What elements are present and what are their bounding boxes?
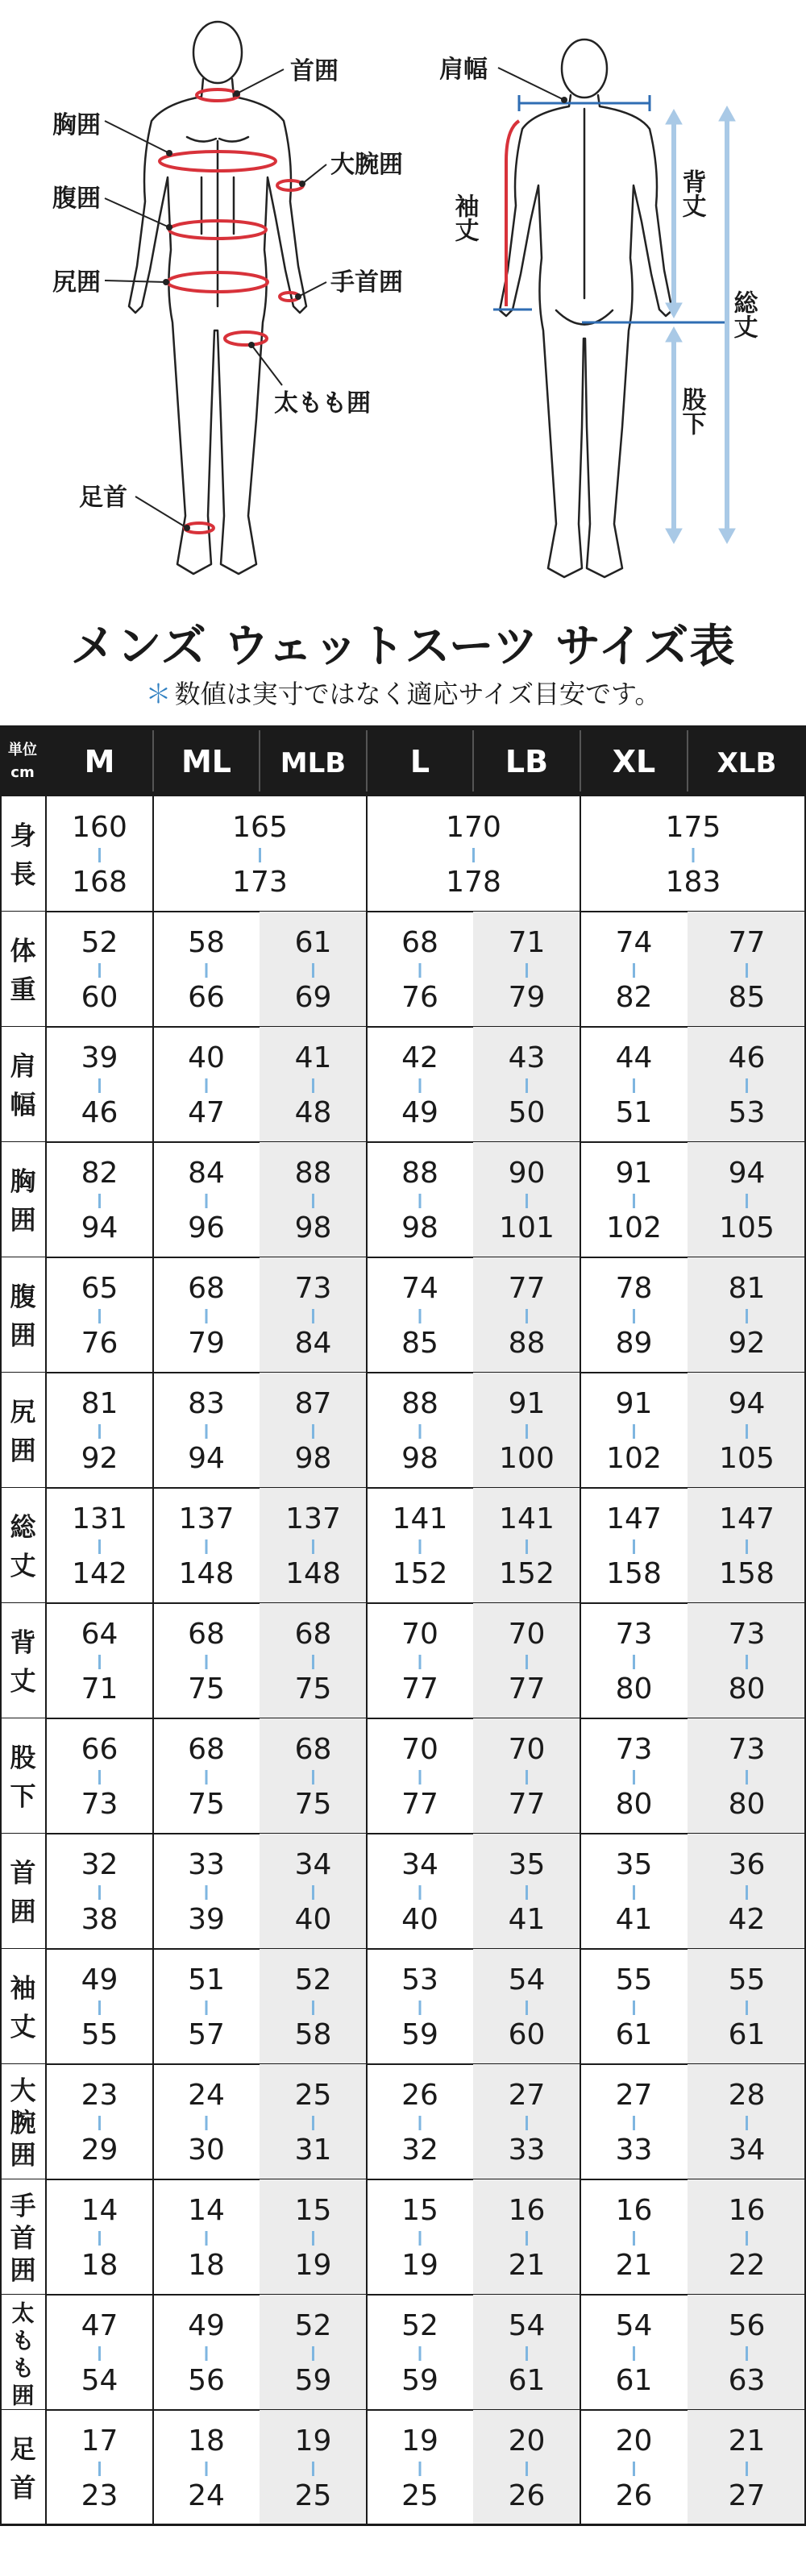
cell-value-high: 102 <box>606 1211 662 1244</box>
cell-value-high: 39 <box>188 1903 225 1936</box>
cell-value-high: 49 <box>401 1096 438 1129</box>
cell-value-high: 56 <box>188 2364 225 2397</box>
cell-value-low: 47 <box>81 2309 118 2342</box>
cell-value-high: 76 <box>81 1327 118 1360</box>
cell-value-high: 77 <box>401 1788 438 1821</box>
cell-value-low: 94 <box>728 1157 766 1190</box>
cell-value-low: 18 <box>188 2424 225 2458</box>
cell-value-high: 21 <box>508 2249 546 2282</box>
row-label-char: 腕 <box>10 2107 36 2138</box>
cell-value-low: 41 <box>294 1041 332 1074</box>
cell-value-high: 40 <box>401 1903 438 1936</box>
cell-value-low: 87 <box>294 1387 332 1420</box>
size-header-lb: LB <box>505 744 549 779</box>
cell-value-low: 82 <box>81 1157 118 1190</box>
row-label-cell <box>0 1373 46 1488</box>
cell-value-high: 75 <box>188 1672 225 1706</box>
cell-value-low: 52 <box>294 1963 332 1996</box>
cell-value-high: 21 <box>615 2249 653 2282</box>
height-value-high: 168 <box>72 866 127 899</box>
row-label-cell <box>0 1488 46 1603</box>
cell-value-low: 73 <box>615 1733 653 1766</box>
cell-value-low: 34 <box>294 1848 332 1881</box>
cell-value-low: 90 <box>508 1157 546 1190</box>
cell-value-low: 71 <box>508 926 546 959</box>
cell-value-high: 80 <box>728 1788 766 1821</box>
row-label-cell <box>0 1834 46 1949</box>
cell-value-high: 66 <box>188 981 225 1014</box>
row-label-char: 首 <box>10 2222 36 2254</box>
cell-value-high: 32 <box>401 2134 438 2167</box>
cell-value-high: 53 <box>728 1096 766 1129</box>
row-label-char: 重 <box>10 974 36 1005</box>
height-value-high: 183 <box>665 866 721 899</box>
cell-value-low: 28 <box>728 2079 766 2112</box>
cell-value-low: 147 <box>719 1502 775 1535</box>
cell-value-low: 73 <box>728 1618 766 1651</box>
cell-value-high: 85 <box>401 1327 438 1360</box>
height-value-high: 173 <box>232 866 288 899</box>
row-label-char: 背 <box>10 1627 36 1658</box>
cell-value-low: 61 <box>294 926 332 959</box>
cell-value-low: 16 <box>615 2194 653 2227</box>
cell-value-low: 84 <box>188 1157 225 1190</box>
cell-value-low: 20 <box>615 2424 653 2458</box>
cell-value-high: 34 <box>728 2134 766 2167</box>
cell-value-high: 47 <box>188 1096 225 1129</box>
cell-value-high: 105 <box>719 1211 775 1244</box>
cell-value-high: 77 <box>401 1672 438 1706</box>
row-label-char: 胸 <box>10 1165 36 1197</box>
cell-value-high: 26 <box>615 2479 653 2512</box>
cell-value-high: 102 <box>606 1442 662 1475</box>
size-note <box>0 674 806 711</box>
cell-value-high: 38 <box>81 1903 118 1936</box>
cell-value-low: 88 <box>401 1387 438 1420</box>
cell-value-high: 105 <box>719 1442 775 1475</box>
cell-value-high: 61 <box>615 2018 653 2051</box>
size-table <box>0 725 806 2576</box>
cell-value-low: 27 <box>615 2079 653 2112</box>
cell-value-low: 54 <box>615 2309 653 2342</box>
cell-value-low: 68 <box>294 1618 332 1651</box>
unit-label: 単位 <box>8 742 37 758</box>
cell-value-low: 16 <box>728 2194 766 2227</box>
label-back-length: 背丈 <box>677 169 706 218</box>
cell-value-high: 23 <box>81 2479 118 2512</box>
row-label-char: も <box>11 2327 35 2354</box>
row-label-cell <box>0 1603 46 1718</box>
cell-value-high: 76 <box>401 981 438 1014</box>
row-label-cell <box>0 1949 46 2064</box>
row-label-char: 太 <box>11 2300 35 2327</box>
cell-value-high: 25 <box>401 2479 438 2512</box>
cell-value-high: 158 <box>719 1557 775 1590</box>
row-label-char: 丈 <box>10 1550 36 1581</box>
cell-value-high: 27 <box>728 2479 766 2512</box>
row-label-cell <box>0 1257 46 1373</box>
size-header-xl: XL <box>612 744 656 779</box>
height-value-low: 175 <box>665 811 721 844</box>
label-ankle: 足首 <box>79 484 127 512</box>
size-header-mlb: MLB <box>280 747 347 779</box>
label-total-length: 総丈 <box>729 290 758 339</box>
cell-value-high: 82 <box>615 981 653 1014</box>
cell-value-high: 98 <box>401 1211 438 1244</box>
row-label-char: 袖 <box>10 1972 36 2004</box>
cell-value-low: 88 <box>294 1157 332 1190</box>
cell-value-low: 42 <box>401 1041 438 1074</box>
label-belly: 腹囲 <box>52 185 101 213</box>
cell-value-high: 80 <box>615 1788 653 1821</box>
label-sleeve: 袖丈 <box>450 193 479 242</box>
cell-value-high: 88 <box>508 1327 546 1360</box>
cell-value-high: 75 <box>294 1672 332 1706</box>
cell-value-low: 44 <box>615 1041 653 1074</box>
row-label-char: 手 <box>10 2190 36 2221</box>
height-value-low: 165 <box>232 811 288 844</box>
row-label-char: 囲 <box>10 1204 36 1236</box>
row-label-char: 首 <box>10 1857 36 1888</box>
table-header-bg <box>0 725 806 796</box>
cell-value-low: 88 <box>401 1157 438 1190</box>
cell-value-high: 89 <box>615 1327 653 1360</box>
row-label-char: 囲 <box>10 1896 36 1927</box>
row-label-char: 囲 <box>10 1435 36 1466</box>
cell-value-low: 78 <box>615 1272 653 1305</box>
note-text: 数値は実寸ではなく適応サイズ目安です。 <box>174 679 661 709</box>
row-label-char: 尻 <box>10 1396 36 1427</box>
cell-value-high: 98 <box>294 1211 332 1244</box>
cell-value-high: 25 <box>294 2479 332 2512</box>
cell-value-high: 94 <box>188 1442 225 1475</box>
cell-value-low: 40 <box>188 1041 225 1074</box>
cell-value-high: 85 <box>728 981 766 1014</box>
cell-value-low: 77 <box>728 926 766 959</box>
label-neck: 首囲 <box>290 57 339 85</box>
cell-value-low: 52 <box>294 2309 332 2342</box>
row-label-cell <box>0 796 46 912</box>
unit-cm: cm <box>10 764 35 781</box>
measurement-diagram <box>0 0 806 596</box>
cell-value-low: 16 <box>508 2194 546 2227</box>
size-header-ml: ML <box>181 744 232 779</box>
cell-value-low: 54 <box>508 2309 546 2342</box>
row-label-cell <box>0 2410 46 2525</box>
cell-value-low: 68 <box>188 1272 225 1305</box>
cell-value-low: 56 <box>728 2309 766 2342</box>
cell-value-low: 68 <box>188 1733 225 1766</box>
cell-value-low: 46 <box>728 1041 766 1074</box>
cell-value-high: 41 <box>508 1903 546 1936</box>
cell-value-high: 63 <box>728 2364 766 2397</box>
row-label-char: 囲 <box>10 2139 36 2171</box>
row-label-char: 股 <box>10 1742 36 1773</box>
cell-value-high: 54 <box>81 2364 118 2397</box>
cell-value-high: 152 <box>392 1557 448 1590</box>
size-header-m: M <box>84 744 115 779</box>
cell-value-high: 77 <box>508 1788 546 1821</box>
cell-value-high: 42 <box>728 1903 766 1936</box>
cell-value-high: 101 <box>499 1211 555 1244</box>
height-value-high: 178 <box>446 866 501 899</box>
cell-value-high: 75 <box>188 1788 225 1821</box>
size-header-l: L <box>409 744 430 779</box>
cell-value-high: 92 <box>81 1442 118 1475</box>
cell-value-high: 84 <box>294 1327 332 1360</box>
cell-value-high: 33 <box>508 2134 546 2167</box>
cell-value-low: 137 <box>178 1502 235 1535</box>
cell-value-low: 65 <box>81 1272 118 1305</box>
cell-value-low: 52 <box>401 2309 438 2342</box>
cell-value-high: 29 <box>81 2134 118 2167</box>
height-value-low: 160 <box>72 811 127 844</box>
cell-value-high: 61 <box>508 2364 546 2397</box>
cell-value-low: 70 <box>508 1733 546 1766</box>
cell-value-low: 20 <box>508 2424 546 2458</box>
row-label-char: 腹 <box>10 1281 36 1312</box>
row-label-char: 肩 <box>10 1050 36 1082</box>
cell-value-low: 21 <box>728 2424 766 2458</box>
cell-value-high: 30 <box>188 2134 225 2167</box>
cell-value-low: 14 <box>188 2194 225 2227</box>
cell-value-high: 50 <box>508 1096 546 1129</box>
cell-value-high: 152 <box>499 1557 555 1590</box>
cell-value-high: 24 <box>188 2479 225 2512</box>
cell-value-high: 41 <box>615 1903 653 1936</box>
cell-value-low: 94 <box>728 1387 766 1420</box>
label-chest: 胸囲 <box>52 111 101 139</box>
cell-value-low: 52 <box>81 926 118 959</box>
cell-value-low: 58 <box>188 926 225 959</box>
cell-value-low: 73 <box>615 1618 653 1651</box>
cell-value-high: 33 <box>615 2134 653 2167</box>
label-inseam: 股下 <box>677 387 706 435</box>
cell-value-high: 94 <box>81 1211 118 1244</box>
cell-value-low: 141 <box>499 1502 555 1535</box>
cell-value-low: 51 <box>188 1963 225 1996</box>
cell-value-low: 91 <box>508 1387 546 1420</box>
cell-value-high: 80 <box>615 1672 653 1706</box>
cell-value-low: 147 <box>606 1502 662 1535</box>
cell-value-low: 19 <box>401 2424 438 2458</box>
cell-value-low: 81 <box>728 1272 766 1305</box>
row-label-char: 大 <box>10 2075 36 2106</box>
row-label-char: 丈 <box>10 1665 36 1697</box>
cell-value-low: 25 <box>294 2079 332 2112</box>
row-label-char: 長 <box>10 858 36 890</box>
row-label-cell <box>0 1027 46 1142</box>
cell-value-high: 69 <box>294 981 332 1014</box>
cell-value-low: 68 <box>188 1618 225 1651</box>
cell-value-low: 68 <box>294 1733 332 1766</box>
row-label-char: 下 <box>10 1780 36 1812</box>
row-label-char: 足 <box>10 2433 36 2465</box>
row-label-char: 体 <box>10 935 36 966</box>
cell-value-high: 22 <box>728 2249 766 2282</box>
row-label-char: 囲 <box>10 1319 36 1351</box>
label-thigh: 太もも囲 <box>274 389 371 418</box>
cell-value-low: 15 <box>401 2194 438 2227</box>
cell-value-low: 74 <box>615 926 653 959</box>
cell-value-high: 73 <box>81 1788 118 1821</box>
cell-value-high: 79 <box>188 1327 225 1360</box>
cell-value-high: 59 <box>401 2018 438 2051</box>
cell-value-high: 19 <box>401 2249 438 2282</box>
cell-value-low: 64 <box>81 1618 118 1651</box>
cell-value-high: 142 <box>72 1557 127 1590</box>
cell-value-low: 91 <box>615 1157 653 1190</box>
row-label-cell <box>0 1142 46 1257</box>
cell-value-high: 98 <box>294 1442 332 1475</box>
cell-value-low: 70 <box>401 1733 438 1766</box>
shoulder-leader-line <box>498 68 564 100</box>
row-label-cell <box>0 1718 46 1834</box>
cell-value-high: 51 <box>615 1096 653 1129</box>
row-label-char: 身 <box>10 820 36 851</box>
cell-value-high: 46 <box>81 1096 118 1129</box>
row-label-char: 総 <box>10 1511 36 1543</box>
cell-value-low: 141 <box>392 1502 448 1535</box>
cell-value-low: 81 <box>81 1387 118 1420</box>
label-hip: 尻囲 <box>52 268 101 297</box>
cell-value-low: 39 <box>81 1041 118 1074</box>
cell-value-low: 15 <box>294 2194 332 2227</box>
cell-value-low: 77 <box>508 1272 546 1305</box>
cell-value-high: 60 <box>81 981 118 1014</box>
cell-value-low: 36 <box>728 1848 766 1881</box>
cell-value-low: 55 <box>728 1963 766 1996</box>
note-asterisk: ＊ <box>145 679 172 709</box>
cell-value-high: 31 <box>294 2134 332 2167</box>
cell-value-low: 49 <box>188 2309 225 2342</box>
cell-value-high: 96 <box>188 1211 225 1244</box>
cell-value-low: 131 <box>72 1502 127 1535</box>
shoulder-leader-dot <box>561 97 567 103</box>
cell-value-high: 92 <box>728 1327 766 1360</box>
cell-value-low: 83 <box>188 1387 225 1420</box>
cell-value-high: 26 <box>508 2479 546 2512</box>
size-header-xlb: XLB <box>717 747 777 779</box>
row-label-cell <box>0 912 46 1027</box>
cell-value-high: 79 <box>508 981 546 1014</box>
cell-value-low: 43 <box>508 1041 546 1074</box>
cell-value-high: 40 <box>294 1903 332 1936</box>
cell-value-low: 35 <box>615 1848 653 1881</box>
cell-value-high: 77 <box>508 1672 546 1706</box>
cell-value-low: 70 <box>508 1618 546 1651</box>
cell-value-high: 71 <box>81 1672 118 1706</box>
cell-value-high: 148 <box>178 1557 235 1590</box>
row-label-char: 囲 <box>10 2254 36 2286</box>
cell-value-low: 27 <box>508 2079 546 2112</box>
cell-value-low: 14 <box>81 2194 118 2227</box>
cell-value-high: 98 <box>401 1442 438 1475</box>
cell-value-low: 24 <box>188 2079 225 2112</box>
cell-value-high: 75 <box>294 1788 332 1821</box>
label-wrist: 手首囲 <box>330 268 403 297</box>
cell-value-low: 26 <box>401 2079 438 2112</box>
cell-value-high: 55 <box>81 2018 118 2051</box>
cell-value-low: 35 <box>508 1848 546 1881</box>
cell-value-low: 17 <box>81 2424 118 2458</box>
cell-value-low: 19 <box>294 2424 332 2458</box>
cell-value-low: 34 <box>401 1848 438 1881</box>
page-title: メンズ ウェットスーツ サイズ表 <box>70 621 736 673</box>
row-label-char: 丈 <box>10 2011 36 2042</box>
row-label-char: も <box>11 2354 35 2382</box>
cell-value-high: 58 <box>294 2018 332 2051</box>
row-label-char: 囲 <box>11 2382 35 2409</box>
cell-value-low: 137 <box>285 1502 341 1535</box>
height-value-low: 170 <box>446 811 501 844</box>
cell-value-low: 53 <box>401 1963 438 1996</box>
cell-value-low: 91 <box>615 1387 653 1420</box>
cell-value-low: 54 <box>508 1963 546 1996</box>
cell-value-low: 33 <box>188 1848 225 1881</box>
label-upper-arm: 大腕囲 <box>330 151 403 179</box>
cell-value-high: 61 <box>728 2018 766 2051</box>
cell-value-high: 158 <box>606 1557 662 1590</box>
cell-value-low: 55 <box>615 1963 653 1996</box>
cell-value-high: 61 <box>615 2364 653 2397</box>
cell-value-low: 73 <box>728 1733 766 1766</box>
cell-value-low: 66 <box>81 1733 118 1766</box>
cell-value-low: 23 <box>81 2079 118 2112</box>
cell-value-high: 59 <box>294 2364 332 2397</box>
cell-value-high: 48 <box>294 1096 332 1129</box>
cell-value-low: 70 <box>401 1618 438 1651</box>
label-shoulder: 肩幅 <box>439 56 488 84</box>
cell-value-low: 68 <box>401 926 438 959</box>
cell-value-high: 60 <box>508 2018 546 2051</box>
cell-value-low: 32 <box>81 1848 118 1881</box>
cell-value-high: 18 <box>188 2249 225 2282</box>
row-label-char: 首 <box>10 2472 36 2503</box>
front-label-dots <box>163 90 305 531</box>
cell-value-high: 59 <box>401 2364 438 2397</box>
cell-value-high: 148 <box>285 1557 341 1590</box>
cell-value-low: 73 <box>294 1272 332 1305</box>
cell-value-high: 19 <box>294 2249 332 2282</box>
cell-value-low: 74 <box>401 1272 438 1305</box>
cell-value-low: 49 <box>81 1963 118 1996</box>
cell-value-high: 100 <box>499 1442 555 1475</box>
cell-value-high: 18 <box>81 2249 118 2282</box>
row-label-char: 幅 <box>10 1089 36 1120</box>
cell-value-high: 57 <box>188 2018 225 2051</box>
cell-value-high: 80 <box>728 1672 766 1706</box>
